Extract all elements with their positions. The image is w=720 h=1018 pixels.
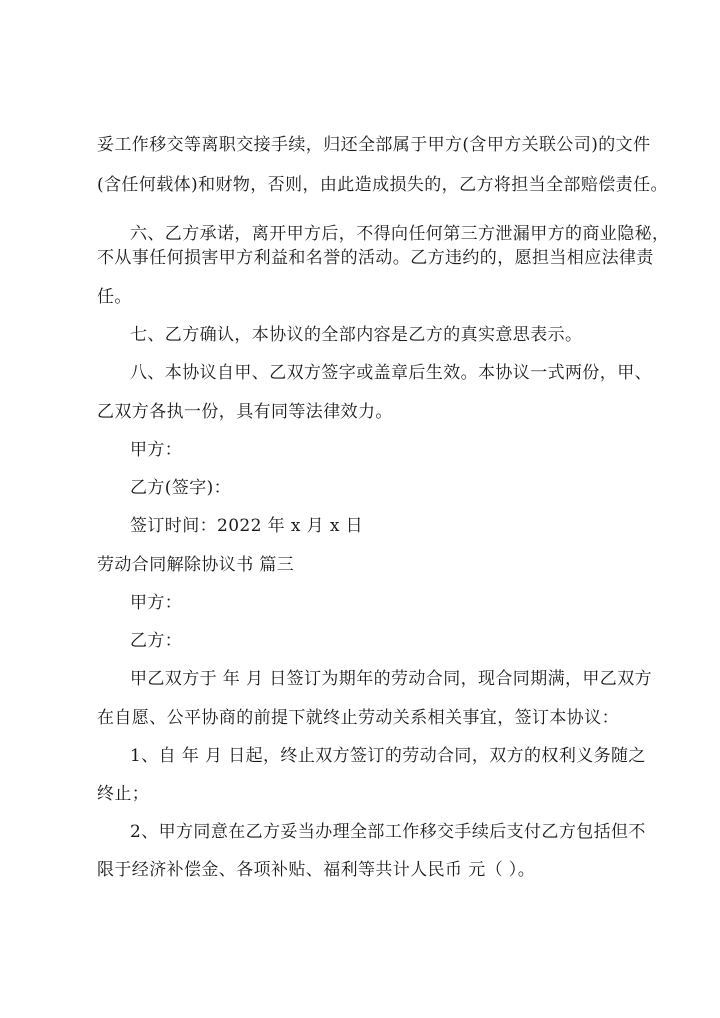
item-two-line: 2、甲方同意在乙方妥当办理全部工作移交手续后支付乙方包括但不 bbox=[130, 822, 646, 842]
clause-seven-line: 七、乙方确认，本协议的全部内容是乙方的真实意思表示。 bbox=[130, 325, 583, 345]
item-two-line: 限于经济补偿金、各项补贴、福利等共计人民币 元（ ）。 bbox=[97, 860, 536, 880]
section-party-a-label: 甲方： bbox=[130, 593, 183, 613]
paragraph-line: (含任何载体)和财物，否则，由此造成损失的，乙方将担当全部赔偿责任。 bbox=[97, 175, 668, 195]
clause-eight-line: 乙双方各执一份，具有同等法律效力。 bbox=[97, 402, 393, 422]
section-party-b-label: 乙方： bbox=[130, 631, 183, 651]
intro-line: 甲乙双方于 年 月 日签订为期年的劳动合同，现合同期满，甲乙双方 bbox=[130, 669, 653, 689]
item-one-line: 1、自 年 月 日起，终止双方签订的劳动合同，双方的权利义务随之 bbox=[130, 746, 646, 766]
clause-six-line: 六、乙方承诺，离开甲方后，不得向任何第三方泄漏甲方的商业隐秘， bbox=[130, 224, 670, 244]
section-title: 劳动合同解除协议书 篇三 bbox=[97, 555, 295, 575]
party-b-signature-label: 乙方(签字)： bbox=[130, 478, 232, 498]
signing-date: 签订时间：2022 年 x 月 x 日 bbox=[130, 516, 364, 536]
intro-line: 在自愿、公平协商的前提下就终止劳动关系相关事宜，签订本协议： bbox=[97, 708, 619, 728]
party-a-label: 甲方： bbox=[130, 440, 183, 460]
clause-eight-line: 八、本协议自甲、乙双方签字或盖章后生效。本协议一式两份，甲、 bbox=[130, 363, 652, 383]
paragraph-line: 妥工作移交等离职交接手续，归还全部属于甲方(含甲方关联公司)的文件 bbox=[97, 135, 651, 155]
item-one-line: 终止； bbox=[97, 784, 150, 804]
clause-six-line: 不从事任何损害甲方利益和名誉的活动。乙方违约的，愿担当相应法律责 bbox=[97, 248, 654, 268]
clause-six-line: 任。 bbox=[97, 287, 132, 307]
